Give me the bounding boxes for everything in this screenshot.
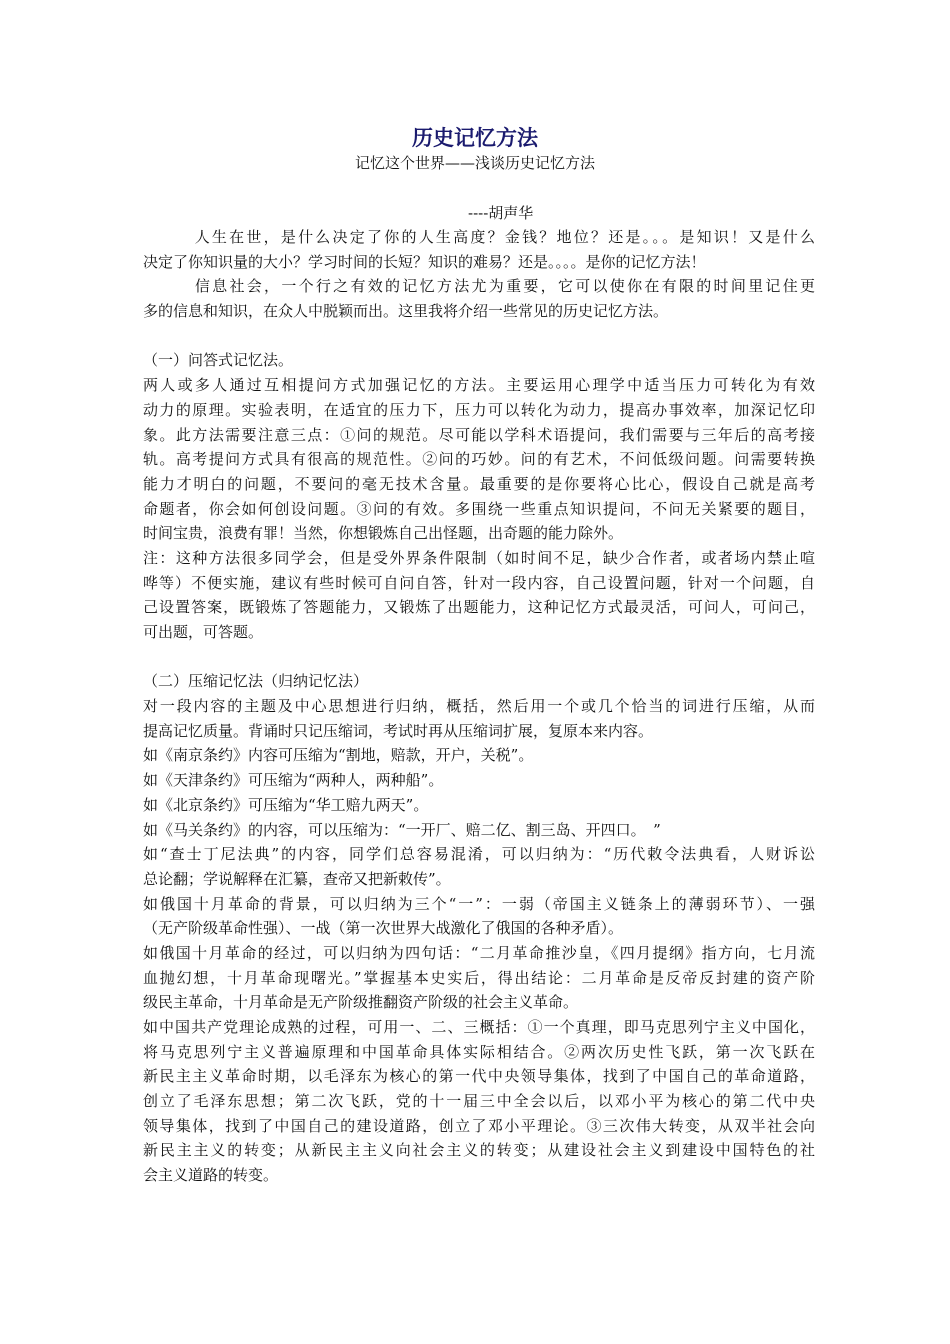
text-line: 如俄国十月革命的经过，可以归纳为四句话：“二月革命推沙皇，《四月提纲》指方向，七月流 [143,943,815,962]
document-title: 历史记忆方法 [412,126,538,150]
text-line: 命题者，你会如何创设问题。③问的有效。多围绕一些重点知识提问，不问无关紧要的题目， [143,499,815,518]
text-line: 决定了你知识量的大小？学习时间的长短？知识的难易？还是。。。。是你的记忆方法！ [143,252,706,271]
text-line: 信息社会，一个行之有效的记忆方法尤为重要，它可以使你在有限的时间里记住更 [143,277,815,296]
text-line: 新民主主义革命时期，以毛泽东为核心的第一代中央领导集体，找到了中国自己的革命道路， [143,1067,815,1086]
text-line: 领导集体，找到了中国自己的建设道路，创立了邓小平理论。③三次伟大转变，从双半社会向 [143,1116,815,1135]
text-line: 总论翻；学说解释在汇纂，查帝又把新敕传”。 [143,869,451,888]
text-line: 新民主主义的转变；从新民主主义向社会主义的转变；从建设社会主义到建设中国特色的社 [143,1141,815,1160]
blank-line [143,324,815,349]
text-line: 轨。高考提问方式具有很高的规范性。②问的巧妙。问的有艺术，不问低级问题。问需要转换 [143,450,815,469]
text-line: 两人或多人通过互相提问方式加强记忆的方法。主要运用心理学中适当压力可转化为有效 [143,376,815,395]
document-subtitle: 记忆这个世界——浅谈历史记忆方法 [354,154,595,172]
text-line: 如俄国十月革命的背景，可以归纳为三个“一”：一弱（帝国主义链条上的薄弱环节）、一强 [143,894,815,913]
text-line: 将马克思列宁主义普遍原理和中国革命具体实际相结合。②两次历史性飞跃，第一次飞跃在 [143,1042,815,1061]
text-line: 时间宝贵，浪费有罪！当然，你想锻炼自己出怪题，出奇题的能力除外。 [143,524,624,543]
text-line: 如中国共产党理论成熟的过程，可用一、二、三概括：①一个真理，即马克思列宁主义中国化， [143,1018,815,1036]
text-line: 血抛幻想，十月革命现曙光。”掌握基本史实后，得出结论：二月革命是反帝反封建的资产阶 [143,968,815,987]
text-line: 人生在世，是什么决定了你的人生高度？金钱？地位？还是。。。是知识！又是什么 [143,228,815,246]
text-line: 提高记忆质量。背诵时只记压缩词，考试时再从压缩词扩展，复原本来内容。 [143,721,654,740]
blank-line [143,645,815,670]
text-line: 注：这种方法很多同学会，但是受外界条件限制（如时间不足，缺少合作者，或者场内禁止喧 [143,548,815,567]
text-line: 如《北京条约》可压缩为“华工赔九两天”。 [143,795,429,814]
text-line: 多的信息和知识，在众人中脱颖而出。这里我将介绍一些常见的历史记忆方法。 [143,302,669,321]
text-line: 级民主革命，十月革命是无产阶级推翻资产阶级的社会主义革命。 [143,993,579,1012]
text-line: 象。此方法需要注意三点：①问的规范。尽可能以学科术语提问，我们需要与三年后的高考接 [143,425,815,444]
text-line: （一）问答式记忆法。 [143,351,294,370]
text-line: 如“查士丁尼法典”的内容，同学们总容易混淆，可以归纳为：“历代敕令法典看，人财诉讼 [143,845,815,864]
text-line: （无产阶级革命性强）、一战（第一次世界大战激化了俄国的各种矛盾）。 [143,919,624,938]
text-line: 能力才明白的问题，不要问的毫无技术含量。最重要的是你要将心比心，假设自己就是高考 [143,474,815,493]
text-line: 己设置答案，既锻炼了答题能力，又锻炼了出题能力，这种记忆方式最灵活，可问人，可问己， [143,598,815,617]
text-line: 如《南京条约》内容可压缩为“割地，赔款，开户，关税”。 [143,746,534,765]
text-line: 如《马关条约》的内容，可以压缩为：“一开厂、赔二亿、割三岛、开四口。 ” [143,820,661,839]
text-line: 如《天津条约》可压缩为“两种人，两种船”。 [143,771,444,790]
text-line: 会主义道路的转变。 [143,1166,279,1185]
text-line: 创立了毛泽东思想；第二次飞跃，党的十一届三中全会以后，以邓小平为核心的第二代中央 [143,1092,815,1111]
text-line: 哗等）不便实施，建议有些时候可自问自答，针对一段内容，自己设置问题，针对一个问题，自 [143,573,815,592]
text-line: 动力的原理。实验表明，在适宜的压力下，压力可以转化为动力，提高办事效率，加深记忆印 [143,400,815,419]
text-line: 可出题，可答题。 [143,623,264,641]
text-line: （二）压缩记忆法（归纳记忆法） [143,672,369,691]
text-line: 对一段内容的主题及中心思想进行归纳，概括，然后用一个或几个恰当的词进行压缩，从而 [143,697,815,716]
author-byline: ----胡声华 [468,204,534,222]
document-body [143,225,815,1188]
